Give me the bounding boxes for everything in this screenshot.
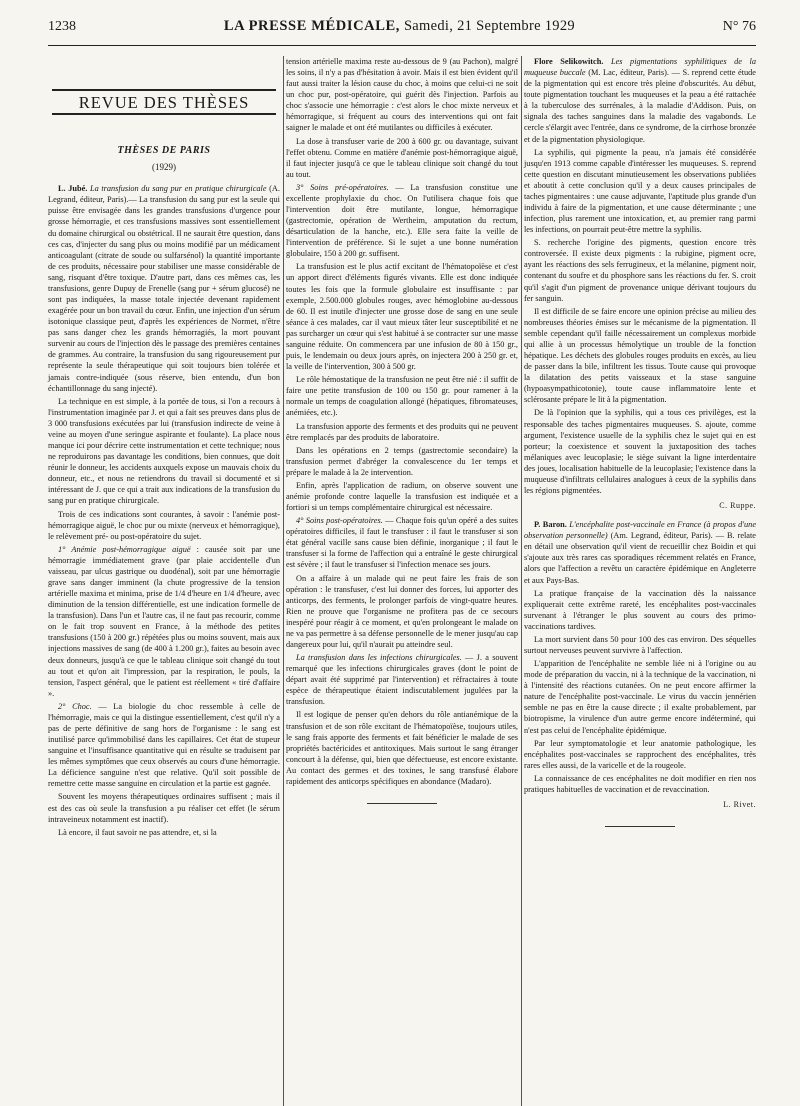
item-lead: 4° Soins post-opératoires. <box>296 516 383 526</box>
paragraph: Il est difficile de se faire encore une opinion précise au milieu des nombreuses théories émises sur le mécanisme de la pigmentation. Il semble cependant qu'il faille nécessairement un complexus morbide qui allie à un processus hémolytique un trouble de la fonction hépatique. Les déchets des globules rouges produits en excès, au lieu de passer dans la bile, infiltrent les tissus. Toute cause qui provoque la dilatation des petits vaisseaux et la stase sanguine (hypoasympathicotonie), toute cause inflammatoire lente et sclérosante prépare le lit à la pigmentation. <box>524 306 756 405</box>
paragraph: La transfusion est le plus actif excitant de l'hématopoïèse et c'est un apport direct d'éléments figurés vivants. Elle est donc indiquée toutes les fois que la formule globulaire est insuffisante : par exemple, 2.500.000 globules rouges, avec hémoglobine au-dessous de 60. Il est inutile d'injecter une grosse dose de sang en une seule séance à ces malades, car il vaut mieux tâter leur susceptibilité et ne pas surcharger un cœur qui s'est habitué à se contracter sur une masse sanguine réduite. On commencera par une infusion de 80 à 150 gr., puis, le lendemain ou deux jours après, on injectera 200 à 250 gr. et, la veille de l'intervention, 300 à 500 gr. <box>286 262 518 372</box>
paragraph: — La transfusion du sang pur est la seule qui puisse être envisagée dans les grandes transfusions d'urgence pour grosse hémorragie, et ces transfusions massives sont essentiellement du domaine chirurgical ou obstétrical. Il ne saurait être question, dans ces cas, d'injecter du sang plus ou moins modifié par un médicament anticoagulant (citrate de soude ou sulfarsénol) la quantité importante de ces produits, nécessaire pour stabiliser une masse considérable de sang, risquant d'être toxique. D'autre part, dans ces mêmes cas, les transfusions, genre Dupuy de Frenelle (sang pur + sérum glucosé) ne sont pas indiquées, la masse totale injectée devenant rapidement exagérée pour un bon travail du cœur. Enfin, une injection d'un sérum isotonique classique peut, d'après les expériences de Normet, n'être pas sans danger chez les grands hémorragiés, la mort pouvant survenir au cours de l'injection dès le passage des premières centaines de grammes. Au contraire, la transfusion du sang rigoureusement pur représente la seule thérapeutique qui soit toujours bien tolérée et jamais contre-indiquée (sous réserve, bien entendu, d'un bon échantillonnage du sang injecté). <box>48 195 280 393</box>
header-rule <box>48 45 756 46</box>
paragraph: — Chaque fois qu'un opéré a des suites opératoires difficiles, il faut le transfuser : il faut le transfuser si son état général vacille sans cause bien définie, inorganique ; il faut le transfuser si la forme de l'affection qui a entraîné le geste chirurgical est sévère ; il faut le transfuser si l'infection menace ses jours. <box>286 516 518 570</box>
column-2 <box>286 56 518 1106</box>
paragraph: Là encore, il faut savoir ne pas attendre, et, si la <box>58 827 217 837</box>
paragraph: — B. relate en détail une observation qu'il vient de recueillir chez Boidin et qui s'ajoute aux très rares cas sporadiques récemment relatés en France, alors que l'affection a revêtu un caractère épidémique en Angleterre et aux Pays-Bas. <box>524 531 756 585</box>
item-lead: 3° Soins pré-opératoires. <box>296 182 389 192</box>
paragraph: — La transfusion constitue une excellente prophylaxie du choc. On l'utilisera chaque fois que l'intervention doit être mutilante, longue, hémorragique (gastrectomie, opération de Wertheim, amputation du rectum, désarticulation de la hanche, etc.). Elle sera faite la veille de l'intervention de préférence. Si le sujet a une bonne numération globulaire, 150 à 200 gr. suffisent. <box>286 182 518 259</box>
paragraph: S. recherche l'origine des pigments, question encore très controversée. Il existe deux pigments : la rubigine, pigment ocre, ayant les réactions des sels ferrugineux, et la mélanine, pigment noir, contenant du soufre et du phosphore sans les réactions du fer. S. croit qu'il s'agit d'un pigment de provenance unique dérivant toujours du fer sanguin. <box>524 238 756 303</box>
paragraph: L'apparition de l'encéphalite ne semble liée ni à l'origine ou au mode de préparation du vaccin, ni à la technique de la vaccination, ni à l'intensité des réactions cutanées. On ne peut encore affirmer la nature de l'encéphalite post-vaccinale. Le virus du vaccin jennérien semble ne pas en être la cause directe ; il exalte probablement, par biotropisme, la virulence d'un autre germe encore indéterminé, qui n'est pas celui de l'encéphalite épidémique. <box>524 659 756 735</box>
paragraph: Enfin, après l'application de radium, on observe souvent une anémie profonde contre laquelle la transfusion est indiquée et a fortiori si un temps complémentaire chirurgical est nécessaire. <box>286 480 518 513</box>
paragraph: On a affaire à un malade qui ne peut faire les frais de son opération : le transfuser, c'est lui donner des forces, lui apporter des anticorps, des ferments, le prolonger parfois de vingt-quatre heures. Rien ne prouve que l'organisme ne profitera pas de ce secours inespéré pour réagir à ce moment, et qu'en prolongeant le malade on ne va pas permettre à sa défense personnelle de le mener jusqu'au cap dangereux pour lui, qu'il n'aurait pu atteindre seul. <box>286 573 518 649</box>
review-entry-heading <box>48 183 280 393</box>
paragraph-item <box>48 544 280 699</box>
paragraph: Il est logique de penser qu'en dehors du rôle antianémique de la transfusion et de son rôle excitant de l'hématopoïèse, toujours utiles, le sang frais apporte des ferments et fait bénéficier le malade de ses propriétés bactéricides et antitoxiques. Mais surtout le sang étranger concourt à la défense, qui, bien que défectueuse, est encore existante. Au contact des germes et des toxines, le sang transfusé élabore rapidement des anticorps spécifiques en abondance (Madaro). <box>286 710 518 786</box>
review-title: L'encéphalite post-vaccinale en France (à propos d'une observation personnelle) <box>524 520 757 541</box>
review-author: P. Baron. <box>534 520 567 530</box>
paragraph: : causée soit par une hémorragie immédiatement grave (par plaie accidentelle d'un vaisseau, par ulcus gastrique ou duodénal), soit par une hémorragie grave sans danger imminent (la chute progressive de la tension artérielle maxima et minima, prise de 1/4 d'heure en 1/4 d'heure, avec diminution de la tension différentielle, est une indication formelle de la transfusion). Dans l'un et l'autre cas, il ne faut pas recourir, comme on le fait trop souvent en France, à la méthode des petites transfusions (150 à 200 gr.) répétées plus ou moins souvent, mais aux injections massives de sang (de 400 à 1.200 gr.), faites au besoin avec deux donneurs, jusqu'à ce que le tableau clinique soit changé du tout au tout et qu'on ait l'impression, par la respiration, le pouls, la tension, l'aspect général, que le patient est réellement « tiré d'affaire ». <box>48 544 280 698</box>
paragraph: — J. a souvent remarqué que les infections chirurgicales graves (dont le point de départ avait été supprimé par l'intervention) et réfractaires à toute espèce de thérapeutique étaient indiscutablement jugulées par la transfusion. <box>286 653 518 707</box>
end-rule <box>367 803 437 804</box>
paragraph: Dans les opérations en 2 temps (gastrectomie secondaire) la transfusion permet d'abréger la convalescence du 1er temps et prépare le malade à la 2e intervention. <box>286 445 518 477</box>
column-1 <box>48 56 280 1106</box>
paragraph-item <box>286 515 518 570</box>
review-publisher: (M. Lac, éditeur, Paris). <box>585 68 669 78</box>
review-publisher: (Am. Legrand, éditeur, Paris). <box>607 531 713 541</box>
paragraph: Trois de ces indications sont courantes, à savoir : l'anémie post-hémorragique aiguë, le choc pur ou mixte (nerveux et hémorragique), le relèvement pré- ou post-opératoire du sujet. <box>48 509 280 541</box>
column-divider <box>283 56 284 1106</box>
paragraph-item <box>48 701 280 790</box>
item-lead: 1° Anémie post-hémorragique aiguë <box>58 544 191 554</box>
paragraph: Souvent les moyens thérapeutiques ordinaires suffisent ; mais il est des cas où seule la transfusion a pu réaliser cet effet (le sérum intraveineux notamment est inactif). <box>48 792 280 824</box>
subsection-year: (1929) <box>152 162 176 173</box>
review-entry-heading <box>524 519 756 585</box>
item-lead: La transfusion dans les infections chirurgicales. <box>296 653 462 663</box>
paragraph: La transfusion apporte des ferments et des produits qui ne peuvent être remplacés par des produits de laboratoire. <box>286 421 518 442</box>
paragraph: La pratique française de la vaccination dès la naissance expliquerait cette extrême rareté, les encéphalites post-vaccinales survenant à l'étranger le plus souvent au cours des primo-vaccinations tardives. <box>524 588 756 631</box>
column-3 <box>524 56 756 1106</box>
paragraph: Le rôle hémostatique de la transfusion ne peut être nié : il suffit de faire une petite transfusion de 100 ou 150 gr. pour ramener à la normale un temps de coagulation allongé (hépatiques, fibromateuses, anémiées, etc.). <box>286 375 518 418</box>
paragraph: La syphilis, qui pigmente la peau, n'a jamais été considérée jusqu'en 1913 comme capable d'intéresser les muqueuses. S. reprend cette question en discutant minutieusement les observations publiées et aboutit à cette conclusion qu'il y a deux causes principales de taches pigmentaires : une cause adjuvante, l'aptitude plus grande d'un individu à faire de la pigmentation, et une cause déterminante ; une infection, plus rarement une intoxication, et, au premier rang parmi les infections, on pourrait peut-être mettre la syphilis. <box>524 147 756 235</box>
item-lead: 2° Choc. <box>58 701 92 711</box>
subsection-title: THÈSES DE PARIS <box>117 145 211 157</box>
reviewer-signature: C. Ruppe. <box>719 501 756 511</box>
paragraph: De là l'opinion que la syphilis, qui a tous ces privilèges, est la responsable des taches pigmentaires muqueuses. S. ajoute, comme argument, l'existence usuelle de la syphilis chez le sujet qui en est porteur; la coexistence et souvent la juxtaposition des taches mélaniques avec leucoplasie; le siège suivant la ligne interdentaire des joues, localisation habituelle de la leucoplasie; l'existence dans la muqueuse d'infiltrats cellulaires analogues à ceux de la syphilis dans les régions pigmentées. <box>524 408 756 495</box>
paragraph: Par leur symptomatologie et leur anatomie pathologique, les encéphalites post-vaccinales se rapprochent des encéphalites, très rares elles aussi, de la varicelle et de la rougeole. <box>524 738 756 770</box>
review-author: L. Jubé. <box>58 184 88 194</box>
paragraph: — S. reprend cette étude de la pigmentation qui est encore très pleine d'obscurités. Au début, toute pigmentation touchant les muqueuses et la peau a été rattachée à la tuberculose des surrénales, à la maladie d'Addison. Puis, on signala des taches sanguines dans la maladie des vagabonds. Le cercle s'élargit avec l'entrée, dans ce syndrome, de la cirrhose bronzée et de la pigmentation physiologique. <box>524 68 756 144</box>
running-header <box>48 18 756 42</box>
reviewer-signature: L. Rivet. <box>723 800 756 809</box>
review-publisher: (A. Legrand, éditeur, Paris). <box>48 184 280 205</box>
review-title: La transfusion du sang pur en pratique chirurgicale <box>87 184 267 194</box>
journal-title: LA PRESSE MÉDICALE, <box>223 18 401 34</box>
paragraph-item <box>286 652 518 707</box>
issue-number: N° 76 <box>722 19 756 34</box>
paragraph: La technique en est simple, à la portée de tous, si l'on a recours à l'instrumentation imaginée par J. et qui a fait ses preuves dans plus de 3 000 transfusions exécutées par lui (transfusion indirecte de veine à veine au moyen d'une seringue aspirante et foulante). La place nous manque ici pour décrire cette instrumentation et cette technique; nous ne reproduirons pas davantage les conditions, bien connues, que doit réunir le donneur, les accidents auxquels expose un mauvais choix du donneur, etc., et nous ne retiendrons du travail si documenté et si intéressant de J. que ce qui a trait aux indications de la transfusion du sang pur en pratique chirurgicale. <box>48 396 280 506</box>
paragraph: La dose à transfuser varie de 200 à 600 gr. ou davantage, suivant l'effet obtenu. Comme en matière d'anémie post-hémorragique aiguë, il faut injecter jusqu'à ce que le tableau clinique soit changé du tout au tout. <box>286 136 518 179</box>
review-author: Flore Selikowitch. <box>534 57 604 66</box>
text-columns <box>48 56 756 1106</box>
journal-header <box>224 18 575 35</box>
review-title: Les pigmentations syphilitiques de la muqueuse buccale <box>524 57 756 78</box>
review-entry-heading <box>524 56 756 145</box>
paragraph: La connaissance de ces encéphalites ne doit modifier en rien nos pratiques habituelles de vaccination et de revaccination. <box>524 773 756 794</box>
end-rule <box>605 826 675 827</box>
section-title: REVUE DES THÈSES <box>52 89 276 115</box>
paragraph-item <box>286 182 518 260</box>
page-number: 1238 <box>48 19 76 34</box>
paragraph: — La biologie du choc ressemble à celle de l'hémorragie, mais ce qui la distingue essentiellement, c'est qu'il n'y a pas de perte définitive de sang hors de l'organisme : le sang est inutilisé parce qu'immobilisé dans les capillaires. Cet état de stupeur sanguine et l'insuffisance quantitative qui en résulte se traduisent par les mêmes symptômes que ceux observés au cours d'une hémorragie. La déficience sanguine n'est que relative. Qu'il soit possible de remettre cette masse sanguine en circulation et la partie est gagnée. <box>48 701 280 789</box>
paragraph: tension artérielle maxima reste au-dessous de 9 (au Pachon), malgré les soins, il n'y a pas d'hésitation à avoir. Mais il est bien évident qu'il faut aussi traiter la lésion cause du choc, à moins que celui-ci ne soit un choc pur, post-opératoire, qui guérit dès l'injection. Parfois au choc s'associe une hémorragie : c'est alors le choc mixte nerveux et hémorragique, si fréquent au cours des interventions qui ont fait saigner le malade et ont été mutilantes ou difficiles à exécuter. <box>286 57 518 133</box>
paragraph: La mort survient dans 50 pour 100 des cas environ. Des séquelles surtout nerveuses peuvent survivre à l'affection. <box>524 634 756 655</box>
issue-date: Samedi, 21 Septembre 1929 <box>400 18 575 34</box>
column-divider <box>521 56 522 1106</box>
